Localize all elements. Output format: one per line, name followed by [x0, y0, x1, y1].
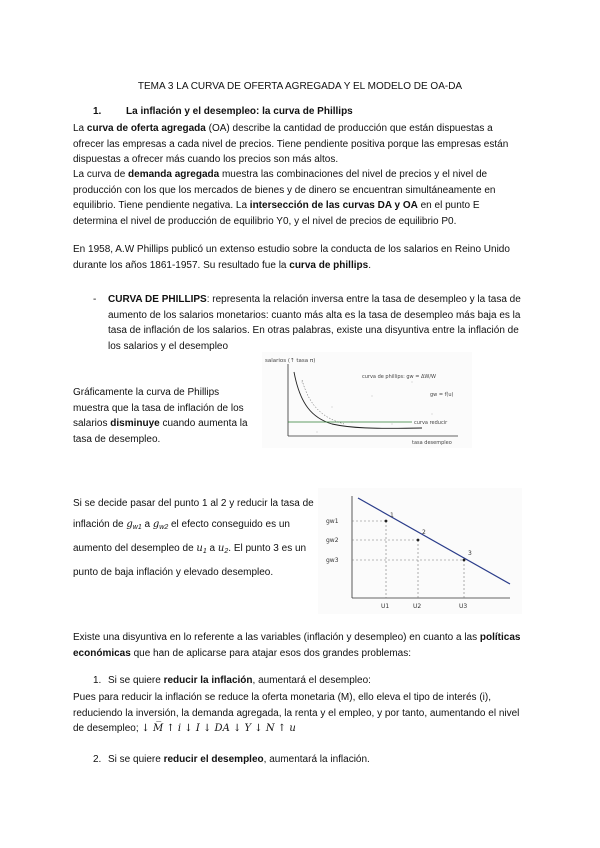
graph1-ylabel: salarios (↑ tasa π): [265, 358, 316, 364]
numbered-item-2: 2. Si se quiere reducir el desempleo, aumentará la inflación.: [93, 754, 370, 765]
graph2-point-label-2: 2: [422, 529, 426, 536]
graph2-xtick-1: U1: [381, 603, 390, 610]
paragraph-politicas: Existe una disyuntiva en lo referente a las variables (inflación y desempleo) en cuanto a las políticas económicas que han de aplicarse para atajar esos dos grandes problemas:: [73, 632, 521, 659]
graph2-point-label-1: 1: [390, 512, 394, 519]
bullet-dash: -: [93, 294, 97, 305]
section-title: La inflación y el desempleo: la curva de Phillips: [126, 106, 353, 117]
phillips-movement-graph: [318, 488, 522, 614]
formula-chain: ↓ M̅ ↑ i ↓ I ↓ DA ↓ Y ↓ N ↑ u: [141, 723, 296, 734]
bullet-text: CURVA DE PHILLIPS: representa la relación inversa entre la tasa de desempleo y la tasa de aumento de los salarios monetarios: cuanto más alta es la tasa de desempleo más baja es la tasa de inflación de los salarios. En otras palabras, existe una disyuntiva entre la inflación de los salarios y el desempleo: [108, 294, 521, 352]
phillips-curve-sketch: [262, 352, 472, 448]
paragraph-phillips-history: En 1958, A.W Phillips publicó un extenso estudio sobre la conducta de los salarios en Reino Unido durante los años 1861-1957. Su resultado fue la curva de phillips.: [73, 244, 510, 271]
graph1-hline-label: curva reducir: [414, 420, 448, 426]
graph1-right-label: gw = f(u): [430, 392, 454, 398]
graph1-xlabel: tasa desempleo: [412, 440, 452, 446]
graph2-ytick-3: gw3: [326, 557, 339, 564]
graph2-point-1: [385, 520, 388, 523]
graph2-ytick-2: gw2: [326, 537, 339, 544]
section-heading: [93, 104, 353, 120]
graph2-point-label-3: 3: [468, 550, 472, 557]
section-number: 1.: [93, 106, 102, 117]
paragraph-reducir-inflacion: Pues para reducir la inflación se reduce la oferta monetaria (M), ello eleva el tipo de interés (i), reduciendo la inversión, la demanda agregada, la renta y el empleo, y por tanto, aumentando el nivel de desempleo; ↓ M̅ ↑ i ↓ I ↓ DA ↓ Y ↓ N ↑ u: [73, 692, 520, 734]
graph2-ytick-1: gw1: [326, 518, 339, 525]
paragraph-demanda-agregada: La curva de demanda agregada muestra las combinaciones del nivel de precios y el nivel de producción con los que los mercados de bienes y de dinero se encuentran simultáneamente en equilibrio. Tiene pendiente negativa. La intersección de las curvas DA y OA en el punto E determina el nivel de producción de equilibrio Y0, y el nivel de precios de equilibrio P0.: [73, 169, 496, 227]
paragraph-movement-explanation: Si se decide pasar del punto 1 al 2 y reducir la tasa de inflación de $g_{w1}$ a $g_{w2}$ el efecto conseguido es un aumento del desempleo de $u_1$ a $u_2$. El punto 3 es un punto de baja inflación y elevado desempleo.: [73, 498, 314, 578]
paragraph-oferta-agregada: La curva de oferta agregada (OA) describe la cantidad de producción que están dispuestas a ofrecer las empresas a cada nivel de precios. Tiene pendiente positiva porque las empresas están dispuestas a ofrecer más cuando los precios son más altos.: [73, 123, 509, 165]
graph2-xtick-2: U2: [413, 603, 422, 610]
graph2-xtick-3: U3: [459, 603, 468, 610]
graph1-curve-label: curva de phillips: gw = ΔW/W: [362, 374, 437, 380]
paragraph-graph-explanation: Gráficamente la curva de Phillips muestra que la tasa de inflación de los salarios disminuye cuando aumenta la tasa de desempleo.: [73, 387, 248, 445]
numbered-item-1: 1. Si se quiere reducir la inflación, aumentará el desempleo:: [93, 675, 371, 686]
graph2-point-3: [463, 559, 466, 562]
graph2-point-2: [417, 539, 420, 542]
document-title: TEMA 3 LA CURVA DE OFERTA AGREGADA Y EL MODELO DE OA-DA: [137, 81, 463, 92]
